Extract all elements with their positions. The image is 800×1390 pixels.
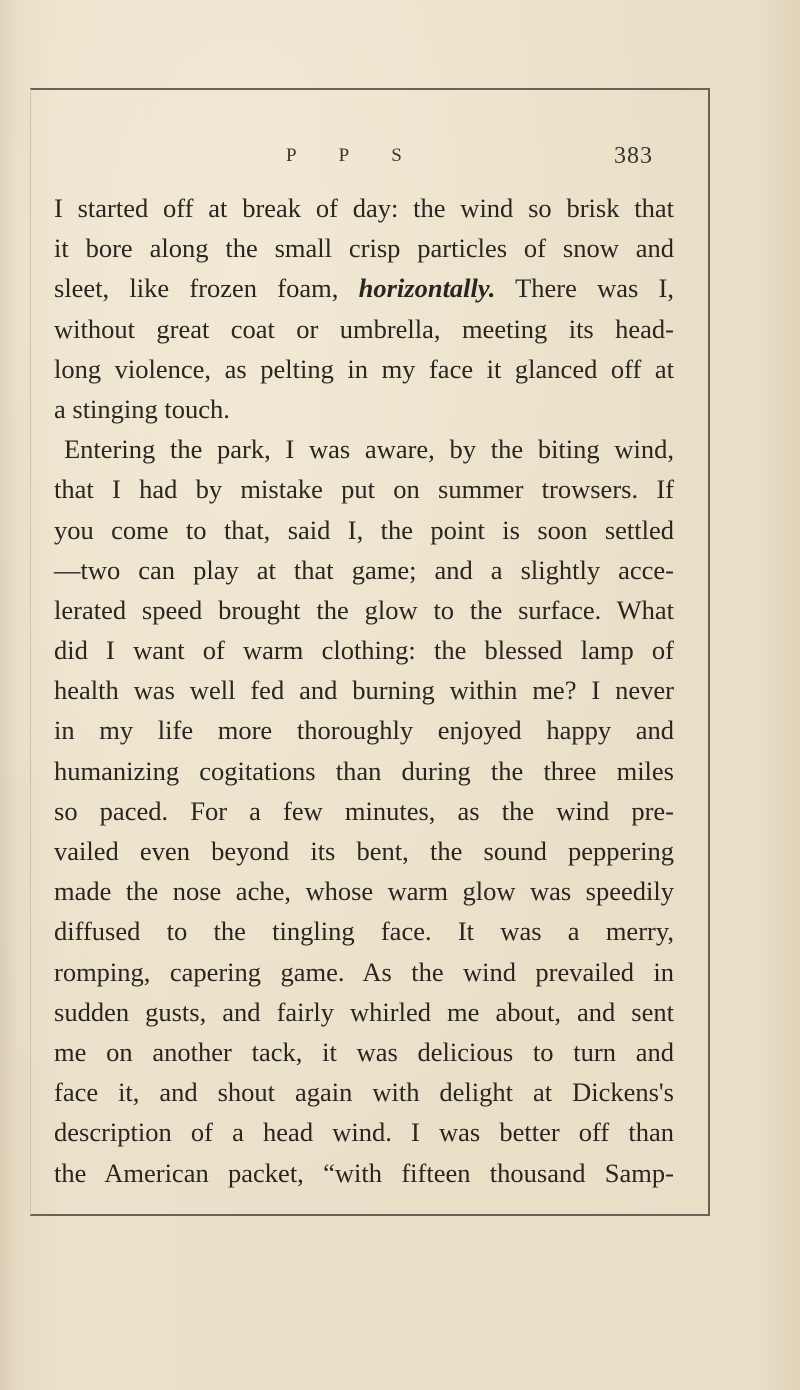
text-line: diffused to the tingling face. It was a merry, (54, 916, 674, 947)
text-line: it bore along the small crisp particles of snow and (54, 233, 674, 264)
paragraph-first-line: Entering the park, I was aware, by the biting wind, (64, 434, 674, 465)
text-line: me on another tack, it was delicious to turn and (54, 1036, 674, 1067)
text-line: romping, capering game. As the wind prevailed in (54, 956, 674, 987)
text-line: sudden gusts, and fairly whirled me about, and sent (54, 996, 674, 1027)
text-line: made the nose ache, whose warm glow was speedily (54, 876, 674, 907)
text-line: the American packet, “with fifteen thousand Samp- (54, 1157, 674, 1188)
text-line: without great coat or umbrella, meeting its head- (54, 313, 674, 344)
text-line: face it, and shout again with delight at Dickens's (54, 1077, 674, 1108)
text-line: humanizing cogitations than during the three miles (54, 755, 674, 786)
running-title: P P S (286, 145, 421, 166)
emphasized-word: horizontally. (358, 273, 496, 304)
text-line: in my life more thoroughly enjoyed happy and (54, 715, 674, 746)
page-number: 383 (614, 143, 653, 169)
text-line: so paced. For a few minutes, as the wind pre- (54, 795, 674, 826)
text-line (54, 268, 674, 308)
text-line: health was well fed and burning within me? I never (54, 675, 674, 706)
running-head (0, 143, 800, 177)
text-line: description of a head wind. I was better off than (54, 1117, 674, 1148)
text-line: long violence, as pelting in my face it glanced off at (54, 353, 674, 384)
text-line: you come to that, said I, the point is soon settled (54, 514, 674, 545)
text-line-start: sleet, like frozen foam, (54, 273, 359, 304)
body-text (54, 188, 674, 1193)
text-line: that I had by mistake put on summer trowsers. If (54, 474, 674, 505)
text-line: vailed even beyond its bent, the sound peppering (54, 836, 674, 866)
text-line: I started off at break of day: the wind so brisk that (54, 193, 674, 223)
text-line-end: There was I, (495, 273, 674, 304)
text-line: —two can play at that game; and a slightly acce- (54, 554, 674, 585)
text-line: a stinging touch. (54, 393, 230, 424)
text-line: did I want of warm clothing: the blessed lamp of (54, 635, 674, 666)
text-line: lerated speed brought the glow to the surface. What (54, 594, 674, 625)
